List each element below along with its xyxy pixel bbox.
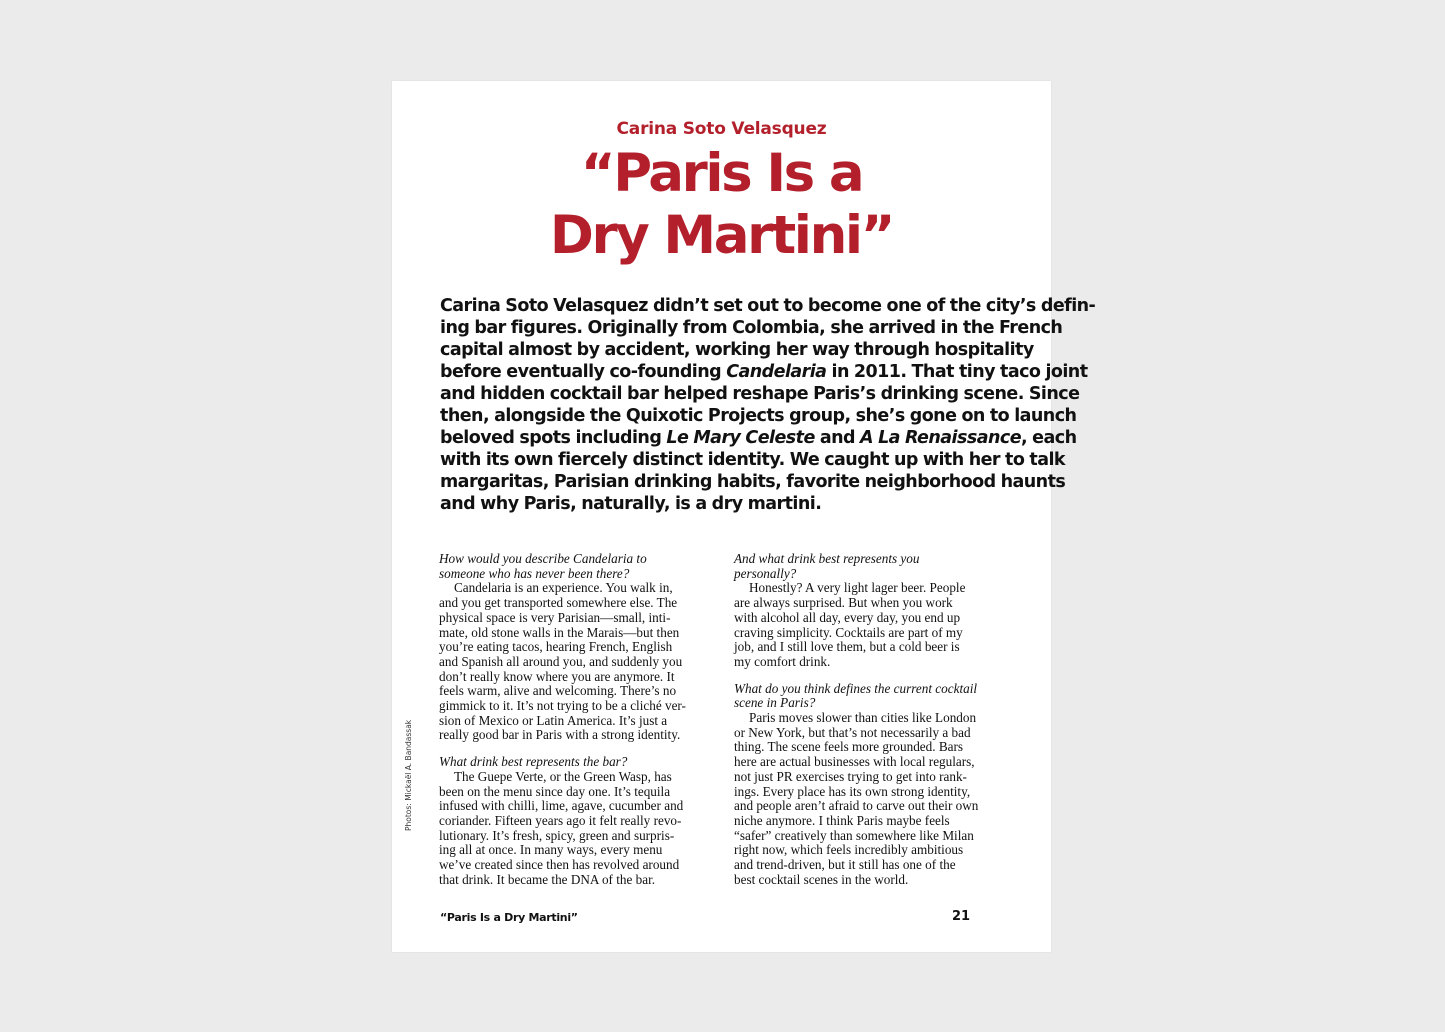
qa-block xyxy=(439,552,721,743)
article-kicker: Carina Soto Velasquez xyxy=(616,119,827,139)
answer-line: really good bar in Paris with a strong identity. xyxy=(439,727,681,743)
interview-column-right xyxy=(734,552,1016,899)
interview-answer xyxy=(439,581,721,743)
question-line: What do you think defines the current cocktail xyxy=(734,680,978,696)
answer-line: and Spanish all around you, and suddenly you xyxy=(439,653,683,669)
photo-credit: Photos: Mickaël A. Bandassak xyxy=(404,719,413,831)
qa-block xyxy=(734,682,1016,888)
intro-text: then, alongside the Quixotic Projects group, she’s gone on to launch xyxy=(440,406,1077,426)
qa-block xyxy=(439,755,721,887)
intro-text: beloved spots including xyxy=(440,428,667,448)
qa-block xyxy=(734,552,1016,670)
answer-line: been on the menu since day one. It’s tequila xyxy=(439,783,671,799)
answer-line: and you get transported somewhere else. The xyxy=(439,595,678,611)
running-title: “Paris Is a Dry Martini” xyxy=(440,911,578,924)
answer-line: my comfort drink. xyxy=(734,653,831,669)
answer-line: here are actual businesses with local regulars, xyxy=(734,754,975,770)
answer-line: don’t really know where you are anymore. It xyxy=(439,668,675,684)
question-line: How would you describe Candelaria to xyxy=(439,551,647,566)
answer-line: ing all at once. In many ways, every menu xyxy=(439,842,663,858)
question-line: And what drink best represents you xyxy=(734,551,920,566)
intro-line xyxy=(440,383,1080,405)
intro-text: with its own fiercely distinct identity. We caught up with her to talk xyxy=(440,450,1065,470)
interview-question xyxy=(734,682,1016,711)
answer-line: Honestly? A very light lager beer. People xyxy=(749,580,966,596)
answer-line: niche anymore. I think Paris maybe feels xyxy=(734,812,950,828)
answer-line: or New York, but that’s not necessarily a bad xyxy=(734,724,971,740)
intro-line xyxy=(440,427,1077,449)
answer-line: you’re eating tacos, hearing French, English xyxy=(439,639,673,655)
interview-answer xyxy=(734,711,1016,887)
intro-text: capital almost by accident, working her way through hospitality xyxy=(440,340,1034,360)
intro-text: in 2011. That tiny taco joint xyxy=(826,362,1088,382)
interview-question xyxy=(439,755,721,770)
answer-line: craving simplicity. Cocktails are part of my xyxy=(734,624,963,640)
article-intro xyxy=(440,295,1096,515)
intro-text: and xyxy=(814,428,861,448)
answer-line: and people aren’t afraid to carve out their own xyxy=(734,798,979,814)
answer-line: and trend-driven, but it still has one of the xyxy=(734,857,956,873)
magazine-page xyxy=(392,81,1096,952)
answer-line: infused with chilli, lime, agave, cucumber and xyxy=(439,798,684,814)
intro-venue-name: Le Mary Celeste xyxy=(666,428,815,448)
intro-line xyxy=(440,405,1077,427)
question-line: someone who has never been there? xyxy=(439,565,630,581)
intro-text: before eventually co-founding xyxy=(440,362,727,382)
answer-line: that drink. It became the DNA of the bar. xyxy=(439,871,656,887)
intro-text: and why Paris, naturally, is a dry martini. xyxy=(440,494,822,514)
intro-venue-name: Candelaria xyxy=(726,362,827,382)
answer-line: with alcohol all day, every day, you end up xyxy=(734,609,961,625)
answer-line: are always surprised. But when you work xyxy=(734,595,953,611)
answer-line: thing. The scene feels more grounded. Bars xyxy=(734,739,964,755)
question-line: What drink best represents the bar? xyxy=(439,754,628,770)
intro-text: margaritas, Parisian drinking habits, favorite neighborhood haunts xyxy=(440,472,1066,492)
intro-line xyxy=(440,493,1015,515)
headline-line-1: “Paris Is a xyxy=(580,143,863,204)
answer-line: lutionary. It’s fresh, spicy, green and surpris- xyxy=(439,827,675,843)
interview-question xyxy=(439,552,721,581)
intro-line xyxy=(440,361,1088,383)
answer-line: “safer” creatively than somewhere like Milan xyxy=(734,827,974,843)
answer-line: The Guepe Verte, or the Green Wasp, has xyxy=(454,768,672,784)
intro-text: and hidden cocktail bar helped reshape Paris’s drinking scene. Since xyxy=(440,384,1080,404)
page-number: 21 xyxy=(952,909,971,924)
answer-line: right now, which feels incredibly ambitious xyxy=(734,842,964,858)
answer-line: best cocktail scenes in the world. xyxy=(734,871,909,887)
intro-text: , each xyxy=(1021,428,1077,448)
answer-line: job, and I still love them, but a cold beer is xyxy=(734,639,960,655)
interview-question xyxy=(734,552,1016,581)
intro-line xyxy=(440,339,1034,361)
answer-line: ings. Every place has its own strong identity, xyxy=(734,783,971,799)
intro-line xyxy=(440,449,1065,471)
answer-line: not just PR exercises trying to get into rank- xyxy=(734,768,967,784)
article-headline xyxy=(392,143,1051,267)
intro-line xyxy=(440,295,1096,317)
answer-line: sion of Mexico or Latin America. It’s just a xyxy=(439,712,668,728)
intro-text: Carina Soto Velasquez didn’t set out to become one of the city’s defin- xyxy=(440,296,1096,316)
answer-line: coriander. Fifteen years ago it felt really revo- xyxy=(439,812,682,828)
interview-answer xyxy=(439,770,721,888)
intro-line xyxy=(440,471,1066,493)
answer-line: mate, old stone walls in the Marais—but then xyxy=(439,624,680,640)
headline-line-2: Dry Martini” xyxy=(549,205,894,266)
answer-line: physical space is very Parisian—small, inti- xyxy=(439,609,671,625)
question-line: personally? xyxy=(734,565,797,581)
answer-line: gimmick to it. It’s not trying to be a cliché ver- xyxy=(439,698,686,714)
answer-line: we’ve created since then has revolved around xyxy=(439,857,680,873)
intro-line xyxy=(440,317,1063,339)
answer-line: Candelaria is an experience. You walk in, xyxy=(454,580,673,596)
answer-line: feels warm, alive and welcoming. There’s no xyxy=(439,683,677,699)
question-line: scene in Paris? xyxy=(734,695,816,711)
answer-line: Paris moves slower than cities like London xyxy=(749,710,977,726)
intro-venue-name: A La Renaissance xyxy=(860,428,1022,448)
interview-answer xyxy=(734,581,1016,669)
interview-column-left xyxy=(439,552,721,899)
intro-text: ing bar figures. Originally from Colombia, she arrived in the French xyxy=(440,318,1063,338)
